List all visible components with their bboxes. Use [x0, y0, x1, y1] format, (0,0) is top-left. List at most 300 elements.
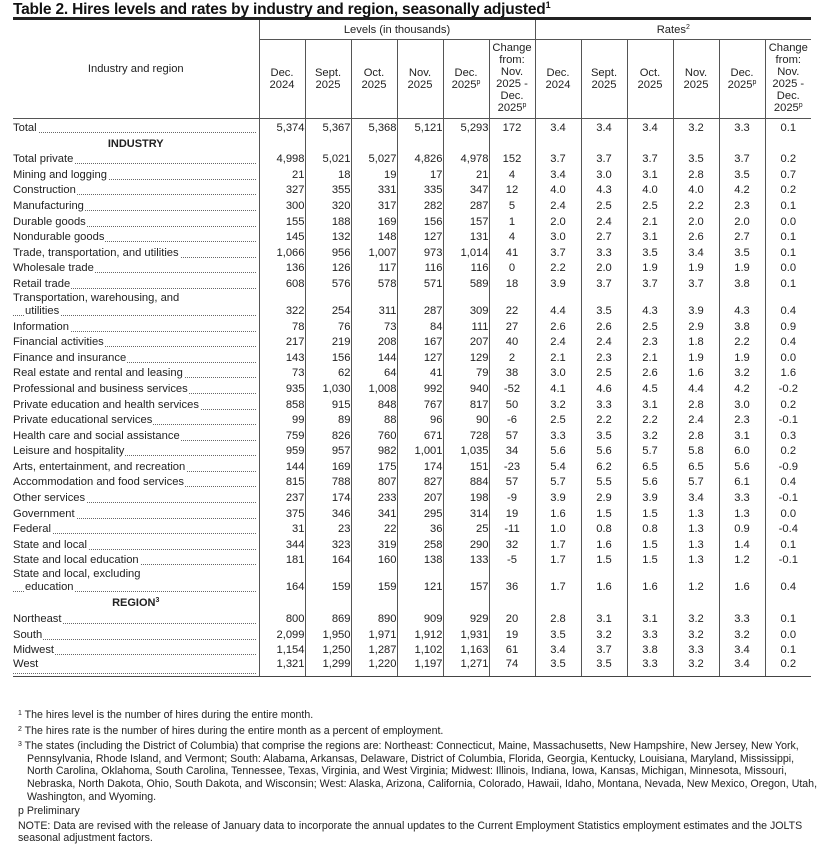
rate-value: 1.6 — [581, 567, 627, 594]
footnote-2-mark: 2 — [18, 725, 22, 733]
level-change-value: 4 — [489, 229, 535, 245]
level-value: 4,826 — [397, 151, 443, 167]
column-header-month: Sept. — [590, 67, 618, 79]
table-row — [13, 443, 811, 459]
rate-value: 3.9 — [535, 489, 581, 505]
level-value: 132 — [305, 229, 351, 245]
level-value: 1,971 — [351, 626, 397, 642]
rate-value: 1.5 — [581, 505, 627, 521]
rate-value: 2.7 — [581, 229, 627, 245]
footnote-1-mark: 1 — [18, 710, 22, 717]
rate-value: 3.1 — [627, 396, 673, 412]
level-value: 578 — [351, 275, 397, 291]
column-header-levels-1 — [305, 40, 351, 119]
rate-value: 3.1 — [627, 610, 673, 626]
footnote-2-text: The hires rate is the number of hires during the entire month as a percent of employment. — [24, 724, 444, 737]
section-heading — [13, 594, 259, 610]
column-header-month: Nov. — [408, 67, 432, 79]
row-label — [13, 427, 259, 443]
row-label-text: Accommodation and food services — [13, 476, 185, 489]
level-value: 327 — [259, 182, 305, 198]
rate-value: 3.2 — [719, 365, 765, 381]
row-label — [13, 275, 259, 291]
level-value: 1,321 — [259, 657, 305, 677]
rate-value: 1.7 — [535, 536, 581, 552]
column-header-month: Sept. — [314, 67, 342, 79]
rate-change-value: 0.4 — [765, 334, 811, 350]
row-label — [13, 197, 259, 213]
level-value: 826 — [305, 427, 351, 443]
section-heading-text: INDUSTRY — [107, 137, 164, 150]
change-header-line: from: — [499, 54, 525, 66]
rate-value: 5.6 — [719, 458, 765, 474]
hires-table — [13, 17, 811, 677]
level-value: 117 — [351, 260, 397, 276]
rate-value: 3.4 — [719, 657, 765, 677]
level-value: 159 — [351, 567, 397, 594]
level-value: 314 — [443, 505, 489, 521]
rate-value: 3.2 — [673, 119, 719, 135]
rate-value: 2.8 — [673, 396, 719, 412]
rate-value: 1.3 — [673, 521, 719, 537]
row-label — [13, 166, 259, 182]
level-value: 17 — [397, 166, 443, 182]
rate-value: 3.5 — [535, 626, 581, 642]
level-value: 322 — [259, 291, 305, 318]
table-row — [13, 412, 811, 428]
level-change-value: 61 — [489, 642, 535, 658]
rate-value: 2.1 — [627, 213, 673, 229]
level-value: 759 — [259, 427, 305, 443]
level-value: 671 — [397, 427, 443, 443]
rate-change-value: 0.2 — [765, 151, 811, 167]
level-value: 869 — [305, 610, 351, 626]
rate-value: 3.4 — [673, 244, 719, 260]
empty-cell — [765, 594, 811, 610]
dot-leader — [13, 639, 256, 640]
rate-value: 3.5 — [535, 657, 581, 677]
empty-cell — [397, 594, 443, 610]
table-row — [13, 182, 811, 198]
level-change-value: 57 — [489, 427, 535, 443]
rate-value: 1.8 — [673, 334, 719, 350]
rate-value: 3.4 — [673, 489, 719, 505]
table-row — [13, 166, 811, 182]
row-label — [13, 458, 259, 474]
rate-value: 1.6 — [535, 505, 581, 521]
rate-value: 1.3 — [673, 552, 719, 568]
table-row — [13, 536, 811, 552]
level-change-value: 2 — [489, 349, 535, 365]
column-header-rates-0 — [535, 40, 581, 119]
rate-value: 3.3 — [719, 489, 765, 505]
rate-value: 3.0 — [535, 229, 581, 245]
level-value: 311 — [351, 291, 397, 318]
level-value: 1,220 — [351, 657, 397, 677]
rate-value: 2.4 — [581, 334, 627, 350]
rate-value: 1.6 — [719, 567, 765, 594]
rate-change-value: 0.4 — [765, 474, 811, 490]
rate-change-value: 0.1 — [765, 119, 811, 135]
level-value: 576 — [305, 275, 351, 291]
change-header-line: 2025 — [773, 102, 799, 114]
level-value: 126 — [305, 260, 351, 276]
level-value: 64 — [351, 365, 397, 381]
row-label-line1: Transportation, warehousing, and — [13, 291, 180, 304]
rate-change-value: 1.6 — [765, 365, 811, 381]
table-row — [13, 365, 811, 381]
change-header-line: Change — [492, 42, 532, 54]
rate-value: 3.0 — [719, 396, 765, 412]
rate-value: 3.7 — [581, 151, 627, 167]
rate-value: 3.9 — [673, 291, 719, 318]
table-row — [13, 291, 811, 318]
rate-value: 4.3 — [719, 291, 765, 318]
preliminary-mark: p — [476, 79, 481, 86]
rate-value: 5.7 — [673, 474, 719, 490]
level-value: 890 — [351, 610, 397, 626]
level-value: 31 — [259, 521, 305, 537]
level-value: 940 — [443, 380, 489, 396]
rate-value: 3.7 — [719, 151, 765, 167]
level-value: 788 — [305, 474, 351, 490]
empty-cell — [443, 135, 489, 151]
row-label-text: Federal — [13, 523, 51, 536]
rate-value: 4.0 — [535, 182, 581, 198]
level-value: 5,367 — [305, 119, 351, 135]
level-value: 973 — [397, 244, 443, 260]
level-value: 1,066 — [259, 244, 305, 260]
level-value: 169 — [305, 458, 351, 474]
empty-cell — [489, 594, 535, 610]
footnotes — [18, 708, 818, 847]
level-value: 282 — [397, 197, 443, 213]
rate-change-value: 0.7 — [765, 166, 811, 182]
row-label — [13, 365, 259, 381]
level-value: 817 — [443, 396, 489, 412]
level-change-value: 32 — [489, 536, 535, 552]
rate-value: 2.5 — [627, 197, 673, 213]
rate-value: 3.1 — [627, 229, 673, 245]
rate-change-value: -0.1 — [765, 489, 811, 505]
level-value: 5,121 — [397, 119, 443, 135]
rate-value: 3.7 — [535, 244, 581, 260]
row-label-text: Midwest — [13, 644, 55, 657]
rate-value: 1.6 — [627, 567, 673, 594]
level-value: 23 — [305, 521, 351, 537]
rate-change-value: 0.1 — [765, 610, 811, 626]
level-value: 800 — [259, 610, 305, 626]
rate-change-value: 0.1 — [765, 244, 811, 260]
level-value: 915 — [305, 396, 351, 412]
empty-cell — [673, 594, 719, 610]
level-change-value: -5 — [489, 552, 535, 568]
level-value: 18 — [305, 166, 351, 182]
rates-footnote-mark: 2 — [685, 23, 690, 31]
level-value: 335 — [397, 182, 443, 198]
change-header-line: Nov. — [777, 66, 800, 78]
level-value: 4,998 — [259, 151, 305, 167]
level-value: 217 — [259, 334, 305, 350]
column-header-levels-change — [489, 40, 535, 119]
rate-value: 3.0 — [581, 166, 627, 182]
column-header-levels-3 — [397, 40, 443, 119]
row-label-text: utilities — [25, 304, 60, 317]
rate-value: 1.4 — [719, 536, 765, 552]
row-label-text: Private education and health services — [13, 398, 199, 411]
table-row — [13, 626, 811, 642]
row-label — [13, 380, 259, 396]
level-value: 41 — [397, 365, 443, 381]
rate-change-value: -0.1 — [765, 412, 811, 428]
footnote-3-text: The states (including the District of Columbia) that comprise the regions are: Northeast: Connecticut, Maine, Massachusetts, New Hampshire, New Jersey, New York, Pennsylvania, Rhode Island, and Vermont; South: Alabama, Arkansas, Delaware, District of Columbia, Florida, Georgia, Kentucky, Louisiana, Maryland, Mississippi, North Carolina, Oklahoma, South Carolina, Tennessee, Texas, Virginia, and West Virginia; Midwest: Illinois, Indiana, Iowa, Kansas, Michigan, Minnesota, Missouri, Nebraska, North Dakota, Ohio, South Dakota, and Wisconsin; West: Alaska, Arizona, California, Colorado, Hawaii, Idaho, Montana, Nevada, New Mexico, Oregon, Utah, Washington, and Wyoming. — [24, 740, 818, 803]
dot-leader — [13, 673, 256, 674]
level-value: 848 — [351, 396, 397, 412]
change-header-line: Dec. — [500, 90, 524, 102]
rate-value: 1.0 — [535, 521, 581, 537]
table-row — [13, 458, 811, 474]
column-header-rates-4 — [719, 40, 765, 119]
rate-value: 3.3 — [581, 396, 627, 412]
rate-value: 2.9 — [581, 489, 627, 505]
column-header-month: Dec. — [454, 67, 478, 79]
rate-value: 2.5 — [581, 197, 627, 213]
rate-change-value: 0.0 — [765, 505, 811, 521]
rate-value: 2.2 — [673, 197, 719, 213]
table-row — [13, 151, 811, 167]
level-value: 589 — [443, 275, 489, 291]
rate-value: 3.1 — [719, 427, 765, 443]
level-value: 198 — [443, 489, 489, 505]
rate-value: 4.0 — [673, 182, 719, 198]
row-label — [13, 182, 259, 198]
preliminary-note: p Preliminary — [18, 805, 80, 818]
rate-value: 3.3 — [627, 626, 673, 642]
rate-change-value: 0.9 — [765, 318, 811, 334]
section-region — [13, 594, 811, 610]
level-value: 341 — [351, 505, 397, 521]
title-footnote-mark: 1 — [545, 0, 551, 10]
level-value: 1,912 — [397, 626, 443, 642]
column-header-year: 2025 — [637, 79, 663, 91]
rate-value: 3.2 — [581, 626, 627, 642]
empty-cell — [627, 594, 673, 610]
row-label-text: Other services — [13, 492, 86, 505]
rate-value: 3.1 — [581, 610, 627, 626]
row-label-text: Financial activities — [13, 336, 104, 349]
level-value: 181 — [259, 552, 305, 568]
rate-value: 4.2 — [719, 380, 765, 396]
row-label-text: Wholesale trade — [13, 262, 94, 275]
row-label — [13, 610, 259, 626]
rate-value: 6.5 — [627, 458, 673, 474]
level-value: 571 — [397, 275, 443, 291]
rate-value: 3.7 — [535, 151, 581, 167]
row-label — [13, 505, 259, 521]
row-label-text: Real estate and rental and leasing — [13, 367, 183, 380]
rate-value: 4.4 — [673, 380, 719, 396]
empty-cell — [443, 594, 489, 610]
change-header-line: Dec. — [776, 90, 800, 102]
rate-value: 5.7 — [535, 474, 581, 490]
level-value: 151 — [443, 458, 489, 474]
rate-value: 3.2 — [673, 610, 719, 626]
rate-change-value: 0.0 — [765, 213, 811, 229]
level-value: 858 — [259, 396, 305, 412]
empty-cell — [305, 594, 351, 610]
level-change-value: -9 — [489, 489, 535, 505]
level-value: 1,163 — [443, 642, 489, 658]
rate-value: 0.8 — [627, 521, 673, 537]
rate-change-value: 0.4 — [765, 567, 811, 594]
rate-change-value: 0.1 — [765, 642, 811, 658]
column-header-rates-2 — [627, 40, 673, 119]
rate-value: 1.9 — [719, 349, 765, 365]
rate-change-value: 0.4 — [765, 291, 811, 318]
rate-value: 1.3 — [719, 505, 765, 521]
level-value: 121 — [397, 567, 443, 594]
empty-cell — [719, 594, 765, 610]
level-value: 188 — [305, 213, 351, 229]
rate-value: 1.9 — [673, 260, 719, 276]
row-label — [13, 396, 259, 412]
rate-value: 2.6 — [581, 318, 627, 334]
rate-value: 5.6 — [581, 443, 627, 459]
level-value: 1,014 — [443, 244, 489, 260]
level-value: 355 — [305, 182, 351, 198]
level-value: 1,035 — [443, 443, 489, 459]
level-value: 957 — [305, 443, 351, 459]
empty-cell — [581, 135, 627, 151]
table-row — [13, 610, 811, 626]
level-change-value: -23 — [489, 458, 535, 474]
level-value: 1,931 — [443, 626, 489, 642]
column-header-year: 2025 — [727, 79, 753, 91]
rate-value: 1.2 — [673, 567, 719, 594]
level-change-value: 12 — [489, 182, 535, 198]
rate-value: 3.3 — [719, 119, 765, 135]
table-row — [13, 275, 811, 291]
level-change-value: 5 — [489, 197, 535, 213]
level-value: 129 — [443, 349, 489, 365]
level-value: 807 — [351, 474, 397, 490]
rate-value: 4.3 — [627, 291, 673, 318]
level-value: 5,374 — [259, 119, 305, 135]
level-value: 1,197 — [397, 657, 443, 677]
level-value: 959 — [259, 443, 305, 459]
level-value: 116 — [397, 260, 443, 276]
level-value: 982 — [351, 443, 397, 459]
rate-value: 1.3 — [673, 505, 719, 521]
rate-change-value: 0.0 — [765, 626, 811, 642]
level-value: 159 — [305, 567, 351, 594]
row-label — [13, 443, 259, 459]
level-value: 207 — [443, 334, 489, 350]
column-header-rates-change — [765, 40, 811, 119]
level-value: 62 — [305, 365, 351, 381]
rate-value: 2.4 — [535, 334, 581, 350]
level-value: 2,099 — [259, 626, 305, 642]
rate-value: 3.7 — [627, 151, 673, 167]
change-header-line: Nov. — [500, 66, 524, 78]
level-change-value: 0 — [489, 260, 535, 276]
rate-value: 6.2 — [581, 458, 627, 474]
level-value: 5,368 — [351, 119, 397, 135]
level-value: 99 — [259, 412, 305, 428]
row-label-text: Northeast — [13, 613, 62, 626]
empty-cell — [305, 135, 351, 151]
level-value: 157 — [443, 567, 489, 594]
level-value: 219 — [305, 334, 351, 350]
table-row — [13, 657, 811, 677]
rate-value: 3.3 — [673, 642, 719, 658]
footnote-3 — [18, 739, 818, 803]
level-value: 295 — [397, 505, 443, 521]
level-value: 608 — [259, 275, 305, 291]
row-label-text: Trade, transportation, and utilities — [13, 246, 179, 259]
rate-value: 3.3 — [719, 610, 765, 626]
row-label-text: Health care and social assistance — [13, 429, 180, 442]
column-header-month: Dec. — [270, 67, 294, 79]
level-value: 111 — [443, 318, 489, 334]
rate-value: 3.7 — [673, 275, 719, 291]
level-value: 84 — [397, 318, 443, 334]
level-value: 155 — [259, 213, 305, 229]
rate-change-value: 0.1 — [765, 536, 811, 552]
dot-leader — [13, 132, 256, 133]
rate-value: 1.5 — [581, 552, 627, 568]
row-label-text: Total — [13, 121, 37, 134]
level-value: 164 — [305, 552, 351, 568]
level-change-value: 18 — [489, 275, 535, 291]
rate-value: 3.2 — [535, 396, 581, 412]
level-value: 156 — [397, 213, 443, 229]
change-header-line: 2025 — [497, 102, 523, 114]
rate-value: 2.2 — [535, 260, 581, 276]
row-label-text: State and local — [13, 538, 88, 551]
rate-value: 2.4 — [535, 197, 581, 213]
empty-cell — [489, 135, 535, 151]
row-label — [13, 291, 259, 318]
row-label — [13, 119, 259, 135]
rate-value: 3.5 — [581, 657, 627, 677]
level-value: 143 — [259, 349, 305, 365]
table-row — [13, 229, 811, 245]
rate-value: 5.6 — [535, 443, 581, 459]
rate-value: 5.6 — [627, 474, 673, 490]
rate-value: 2.6 — [673, 229, 719, 245]
level-value: 956 — [305, 244, 351, 260]
rate-change-value: 0.2 — [765, 396, 811, 412]
rate-value: 2.2 — [581, 412, 627, 428]
rate-value: 1.7 — [535, 567, 581, 594]
column-header-month: Oct. — [639, 67, 661, 79]
preliminary-mark: p — [798, 102, 803, 109]
table-row — [13, 552, 811, 568]
rate-value: 2.0 — [535, 213, 581, 229]
rate-value: 1.9 — [719, 260, 765, 276]
preliminary-mark: p — [522, 102, 527, 109]
table-row — [13, 244, 811, 260]
rate-value: 2.3 — [581, 349, 627, 365]
empty-cell — [351, 135, 397, 151]
rate-value: 3.1 — [627, 166, 673, 182]
level-value: 346 — [305, 505, 351, 521]
rate-value: 3.2 — [627, 427, 673, 443]
rate-value: 1.2 — [719, 552, 765, 568]
section-heading-text: REGION — [112, 597, 156, 610]
level-value: 36 — [397, 521, 443, 537]
